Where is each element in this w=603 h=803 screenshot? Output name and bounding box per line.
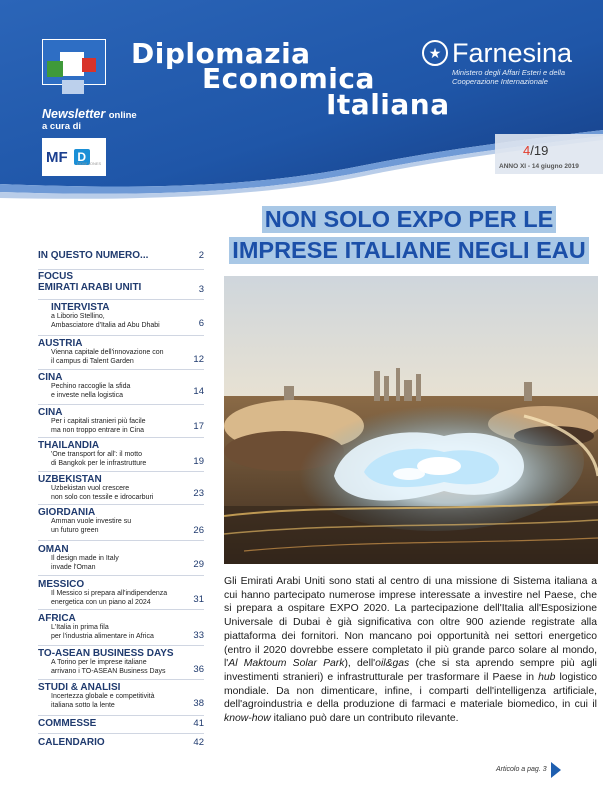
issue-number: 4/19 <box>523 143 549 158</box>
toc-subtitle-2: ma non troppo entrare in Cina <box>51 426 144 434</box>
mf-logo: MF <box>46 148 68 166</box>
article-text-5: italiano può dare un contributo rilevante. <box>270 713 459 725</box>
toc-subtitle-2: non solo con tessile e idrocarburi <box>51 493 154 501</box>
publisher-logos <box>42 138 106 176</box>
toc-heading: GIORDANIA <box>38 507 96 518</box>
toc-heading: FOCUS <box>38 271 73 282</box>
toc-page-number: 14 <box>193 386 204 397</box>
toc-entry-giordania[interactable] <box>38 505 204 541</box>
toc-subtitle-1: L'Italia in prima fila <box>51 624 109 631</box>
masthead-title-line-3: Italiana <box>326 88 450 121</box>
logo-square-lightblue <box>62 80 84 94</box>
toc-entry-uzbekistan[interactable] <box>38 472 204 505</box>
toc-subtitle-2: di Bangkok per le infrastrutture <box>51 459 147 467</box>
toc-page-number: 2 <box>198 250 204 261</box>
farnesina-subtitle: Ministero degli Affari Esteri e della Cooperazione Internazionale <box>452 68 566 86</box>
toc-entry-oman[interactable] <box>38 541 204 576</box>
toc-heading: UZBEKISTAN <box>38 474 102 485</box>
continue-link[interactable]: Articolo a pag. 3 <box>496 766 547 773</box>
toc-subtitle-1: 'One transport for all': il motto <box>51 451 142 458</box>
toc-entry-studi-analisi[interactable] <box>38 680 204 716</box>
issue-date: ANNO XI - 14 giugno 2019 <box>499 163 579 170</box>
toc-subtitle-1: Per i capitali stranieri più facile <box>51 418 146 425</box>
toc-entry-focus[interactable] <box>38 270 204 300</box>
toc-page-number: 17 <box>193 421 204 432</box>
toc-entry-to-asean[interactable] <box>38 646 204 680</box>
toc-heading: IN QUESTO NUMERO... <box>38 250 149 261</box>
farnesina-brand: Farnesina <box>452 38 573 68</box>
article-title-line-2: IMPRESE ITALIANE NEGLI EAU <box>229 237 588 264</box>
toc-heading: STUDI & ANALISI <box>38 682 121 693</box>
toc-entry-cina-1[interactable] <box>38 370 204 405</box>
toc-entry-calendario[interactable] <box>38 734 204 752</box>
newsletter-label: Newsletter online <box>42 107 137 121</box>
toc-entry-messico[interactable] <box>38 576 204 610</box>
toc-heading: CINA <box>38 372 63 383</box>
toc-subtitle-1: Il design made in Italy <box>51 555 119 562</box>
toc-subtitle-1: Amman vuole investire su <box>51 518 132 525</box>
toc-heading: COMMESSE <box>38 718 97 729</box>
logo-square-white <box>60 52 84 76</box>
toc-page-number: 36 <box>193 664 204 675</box>
italian-republic-emblem-icon: ★ <box>422 40 448 66</box>
masthead <box>0 0 603 205</box>
toc-subtitle-2: energetica con un piano al 2024 <box>51 598 151 606</box>
toc-heading: THAILANDIA <box>38 440 100 451</box>
toc-entry-africa[interactable] <box>38 610 204 646</box>
toc-subtitle-1: Vienna capitale dell'innovazione con <box>51 349 164 356</box>
toc-heading: INTERVISTA <box>51 302 110 313</box>
toc-page-number: 23 <box>193 488 204 499</box>
toc-subtitle-1: Incertezza globale e competitività <box>51 693 155 700</box>
logo-square-green <box>47 61 63 77</box>
article-text-italic-1: Al Maktoum Solar Park <box>228 658 345 670</box>
toc-subtitle-2: Ambasciatore d'Italia ad Abu Dhabi <box>51 321 160 329</box>
toc-subtitle-2: il campus di Talent Garden <box>51 357 134 365</box>
toc-entry-commesse[interactable] <box>38 716 204 734</box>
article-text-italic-3: hub <box>538 671 556 683</box>
dow-jones-label: DOW JONES <box>77 161 102 166</box>
toc-subtitle-2: italiana sotto la lente <box>51 701 115 709</box>
toc-subtitle-1: Pechino raccoglie la sfida <box>51 383 131 390</box>
article-body <box>224 575 597 726</box>
toc-page-number: 38 <box>193 698 204 709</box>
toc-page-number: 19 <box>193 456 204 467</box>
toc-page-number: 41 <box>193 718 204 729</box>
article-text-italic-4: know-how <box>224 713 271 725</box>
toc-heading: TO-ASEAN BUSINESS DAYS <box>38 648 174 659</box>
toc-subtitle-2: invade l'Oman <box>51 563 96 571</box>
toc-page-number: 31 <box>193 594 204 605</box>
toc-page-number: 3 <box>198 284 204 295</box>
article-text-3: (che si sta aprendo sempre più agli investimenti stranieri) e infrastrutturale per trasformare il Paese in <box>224 658 597 683</box>
article-text-2: ), dell' <box>344 658 376 670</box>
toc-heading: CINA <box>38 407 63 418</box>
d-logo: D <box>74 149 90 165</box>
toc-entry-in-questo-numero[interactable] <box>38 248 204 270</box>
article-title <box>221 206 597 233</box>
masthead-title-line-1: Diplomazia <box>131 37 311 70</box>
toc-page-number: 12 <box>193 354 204 365</box>
article-text-1: Gli Emirati Arabi Uniti sono stati al centro di una missione di Sistema italiana a cui hanno partecipato numerose imprese interessate a investire nel Paese, che si prepara a ospitare EXPO 2020. La partecipazione dell'Italia all'Esposizione Universale di Dubai è già significativa con oltre 900 aziende registrate alla piattaforma dei fornitori. Non mancano poi opportunità nei settori energetico (entro il 2020 dovrebbe essere completato il più grande parco solare al mondo, l' <box>224 576 597 670</box>
toc-subtitle-1: Uzbekistan vuol crescere <box>51 485 130 492</box>
toc-subtitle-2: e investe nella logistica <box>51 391 123 399</box>
toc-subtitle-2: per l'industria alimentare in Africa <box>51 632 154 640</box>
toc-heading: OMAN <box>38 544 69 555</box>
masthead-title-line-2: Economica <box>202 62 375 95</box>
article-title-line-1: NON SOLO EXPO PER LE <box>262 206 557 233</box>
expo-photo-illustration <box>224 276 598 564</box>
next-arrow-icon[interactable] <box>551 762 561 778</box>
article-title-2 <box>221 237 597 264</box>
toc-page-number: 42 <box>193 737 204 748</box>
toc-page-number: 33 <box>193 630 204 641</box>
article-text-italic-2: oil&gas <box>375 658 410 670</box>
toc-heading: CALENDARIO <box>38 737 105 748</box>
toc-subtitle-1: Il Messico si prepara all'indipendenza <box>51 590 168 597</box>
cura-label: a cura di <box>42 121 82 132</box>
toc-page-number: 6 <box>198 318 204 329</box>
toc-subtitle-2: arrivano i TO-ASEAN Business Days <box>51 667 166 675</box>
table-of-contents <box>38 248 204 752</box>
toc-heading: MESSICO <box>38 579 85 590</box>
toc-heading: AFRICA <box>38 613 76 624</box>
toc-subtitle-1: a Liborio Stellino, <box>51 313 105 320</box>
toc-entry-austria[interactable] <box>38 336 204 370</box>
toc-page-number: 29 <box>193 559 204 570</box>
toc-page-number: 26 <box>193 525 204 536</box>
toc-entry-thailandia[interactable] <box>38 438 204 472</box>
toc-heading: AUSTRIA <box>38 338 83 349</box>
toc-entry-cina-2[interactable] <box>38 405 204 438</box>
toc-entry-intervista[interactable] <box>38 300 204 336</box>
logo-square-red <box>82 58 96 72</box>
expo-dubai-rendering-image <box>224 276 598 564</box>
toc-heading-2: EMIRATI ARABI UNITI <box>38 282 142 293</box>
article-text-4: logistico mondiale. Da non dimenticare, infine, i comparti dell'intelligenza artificiale, dell'agroindustria e della produzione di farmaci e materiale biomedico, in cui il <box>224 671 597 711</box>
toc-subtitle-2: un futuro green <box>51 526 99 534</box>
toc-subtitle-1: A Torino per le imprese italiane <box>51 659 147 666</box>
